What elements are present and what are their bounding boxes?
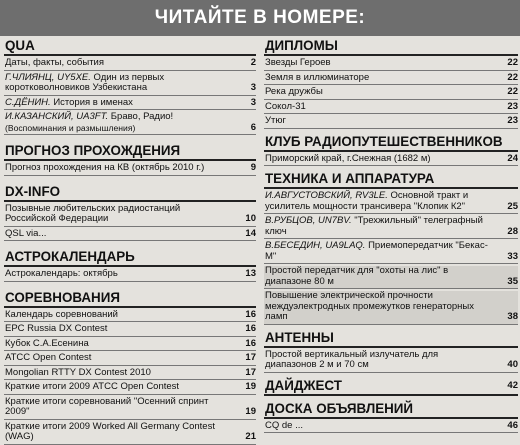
toc-entry: Кубок С.А.Есенина 16 bbox=[4, 339, 256, 352]
section-title: DX-INFO bbox=[4, 184, 256, 202]
toc-entry: Даты, факты, события 2 bbox=[4, 58, 256, 71]
section-title: QUA bbox=[4, 38, 256, 56]
section-title: ДОСКА ОБЪЯВЛЕНИЙ bbox=[264, 401, 518, 419]
section-diplomas bbox=[264, 38, 518, 129]
left-column bbox=[4, 38, 256, 442]
toc-entry: CQ de ... 46 bbox=[264, 421, 518, 434]
toc-entry: Краткие итоги соревнований "Осенний спринт 2009" 19 bbox=[4, 397, 256, 420]
section-equipment bbox=[264, 171, 518, 325]
section-qua bbox=[4, 38, 256, 135]
toc-entry: QSL via... 14 bbox=[4, 229, 256, 242]
toc-entry: Mongolian RTTY DX Contest 2010 17 bbox=[4, 368, 256, 381]
section-astrocalendar bbox=[4, 249, 256, 282]
toc-entry: В.БЕСЕДИН, UA9LAQ. Приемопередатчик "Бекас-М" 33 bbox=[264, 241, 518, 264]
toc-entry: Астрокалендарь: октябрь 13 bbox=[4, 269, 256, 282]
section-antennas bbox=[264, 330, 518, 373]
toc-entry: В.РУБЦОВ, UN7BV. "Трехжильный" телеграфный ключ 28 bbox=[264, 216, 518, 239]
banner-title: ЧИТАЙТЕ В НОМЕРЕ: bbox=[154, 7, 366, 28]
section-digest bbox=[264, 378, 518, 396]
section-title: АНТЕННЫ bbox=[264, 330, 518, 348]
section-title: КЛУБ РАДИОПУТЕШЕСТВЕННИКОВ bbox=[264, 134, 518, 152]
toc-entry: Прогноз прохождения на КВ (октябрь 2010 г.) 9 bbox=[4, 163, 256, 176]
toc-entry: Сокол-31 23 bbox=[264, 102, 518, 115]
toc-entry: Простой вертикальный излучатель для диапазонов 2 м и 70 см 40 bbox=[264, 350, 518, 373]
section-title: СОРЕВНОВАНИЯ bbox=[4, 290, 256, 308]
section-forecast bbox=[4, 143, 256, 176]
section-title: ДИПЛОМЫ bbox=[264, 38, 518, 56]
toc-entry: ATCC Open Contest 17 bbox=[4, 353, 256, 366]
section-travellers-club bbox=[264, 134, 518, 167]
toc-entry: Приморский край, г.Снежная (1682 м) 24 bbox=[264, 154, 518, 167]
section-title: АСТРОКАЛЕНДАРЬ bbox=[4, 249, 256, 267]
toc-page: 42 bbox=[507, 379, 518, 391]
toc-entry: С.ДЁНИН. История в именах 3 bbox=[4, 98, 256, 111]
section-title: ПРОГНОЗ ПРОХОЖДЕНИЯ bbox=[4, 143, 256, 161]
toc-entry: Повышение электрической прочности междуэлектродных промежутков генераторных ламп 38 bbox=[264, 291, 518, 325]
toc-entry: Г.ЧЛИЯНЦ, UY5XE. Один из первых коротковолновиков Узбекистана 3 bbox=[4, 73, 256, 96]
contents-banner bbox=[0, 0, 520, 36]
toc-entry: Краткие итоги 2009 ATCC Open Contest 19 bbox=[4, 382, 256, 395]
toc-entry: Краткие итоги 2009 Worked All Germany Contest (WAG) 21 bbox=[4, 422, 256, 445]
section-ads-board bbox=[264, 401, 518, 434]
toc-entry: И.АВГУСТОВСКИЙ, RV3LE. Основной тракт и усилитель мощности трансивера "Клопик К2" 25 bbox=[264, 191, 518, 214]
toc-entry: Календарь соревнований 16 bbox=[4, 310, 256, 323]
toc-entry: Земля в иллюминаторе 22 bbox=[264, 73, 518, 86]
section-title: ТЕХНИКА И АППАРАТУРА bbox=[264, 171, 518, 189]
toc-entry: EPC Russia DX Contest 16 bbox=[4, 324, 256, 337]
section-title: ДАЙДЖЕСТ 42 bbox=[264, 378, 518, 396]
right-column bbox=[264, 38, 518, 431]
toc-entry: И.КАЗАНСКИЙ, UA3FT. Браво, Радио! (Воспоминания и размышления) 6 bbox=[4, 112, 256, 135]
toc-entry: Позывные любительских радиостанций Российской Федерации 10 bbox=[4, 204, 256, 227]
section-contests bbox=[4, 290, 256, 445]
toc-entry: Звезды Героев 22 bbox=[264, 58, 518, 71]
toc-entry: Утюг 23 bbox=[264, 116, 518, 129]
section-dx-info bbox=[4, 184, 256, 242]
toc-entry: Простой передатчик для "охоты на лис" в диапазоне 80 м 35 bbox=[264, 266, 518, 289]
toc-entry: Река дружбы 22 bbox=[264, 87, 518, 100]
